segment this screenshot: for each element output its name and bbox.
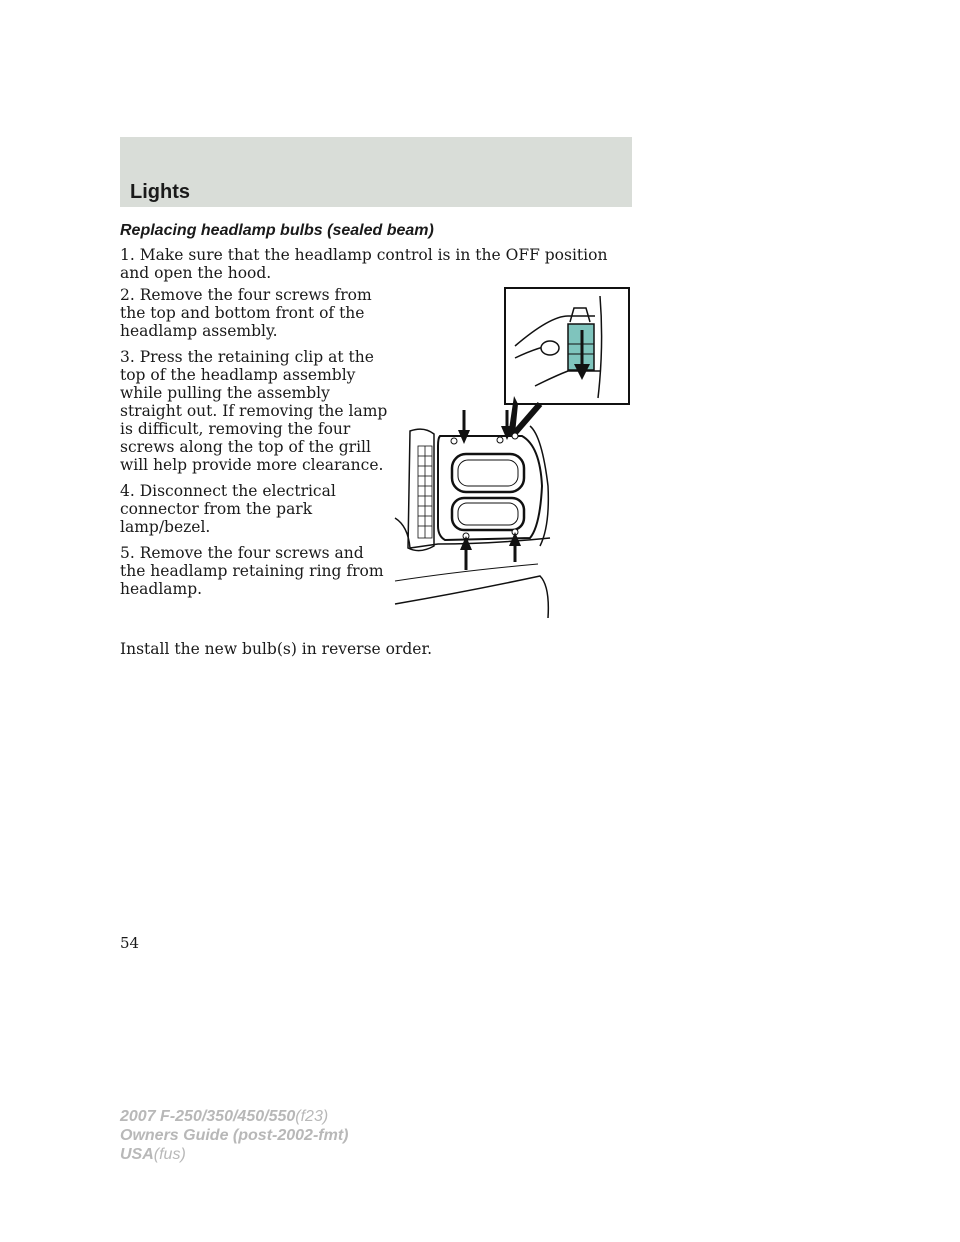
step-4: 4. Disconnect the electrical connector from the park lamp/bezel. bbox=[120, 482, 336, 536]
section-heading: Replacing headlamp bulbs (sealed beam) bbox=[120, 222, 434, 239]
section-title: Lights bbox=[130, 181, 190, 203]
footer-model-code: (f23) bbox=[295, 1108, 329, 1125]
closing-instruction: Install the new bulb(s) in reverse order. bbox=[120, 640, 433, 658]
headlamp-illustration bbox=[390, 286, 635, 618]
footer-line-3 bbox=[120, 1145, 348, 1164]
footer-line-2: Owners Guide (post-2002-fmt) bbox=[120, 1127, 349, 1144]
detail-inset-frame bbox=[505, 288, 629, 404]
footer-market-code: (fus) bbox=[153, 1146, 186, 1163]
step-2: 2. Remove the four screws from the top and bottom front of the headlamp assembly. bbox=[120, 286, 372, 340]
steps-list bbox=[120, 286, 392, 606]
callout-leader-line bbox=[514, 404, 540, 434]
step-3: 3. Press the retaining clip at the top of the headlamp assembly while pulling the assembly straight out. If removing the lamp is difficult, removing the four screws along the top of the grill will help provide more clearance. bbox=[120, 348, 388, 474]
step-1: 1. Make sure that the headlamp control is in the OFF position and open the hood. bbox=[120, 246, 608, 282]
step-5: 5. Remove the four screws and the headlamp retaining ring from headlamp. bbox=[120, 544, 384, 598]
footer-market: USA bbox=[120, 1146, 154, 1163]
footer-line-1 bbox=[120, 1107, 348, 1126]
document-footer bbox=[120, 1107, 348, 1164]
footer-model: 2007 F-250/350/450/550 bbox=[120, 1108, 296, 1125]
headlamp-assembly bbox=[395, 426, 550, 618]
page-number: 54 bbox=[120, 934, 140, 952]
section-header-band bbox=[120, 137, 632, 207]
